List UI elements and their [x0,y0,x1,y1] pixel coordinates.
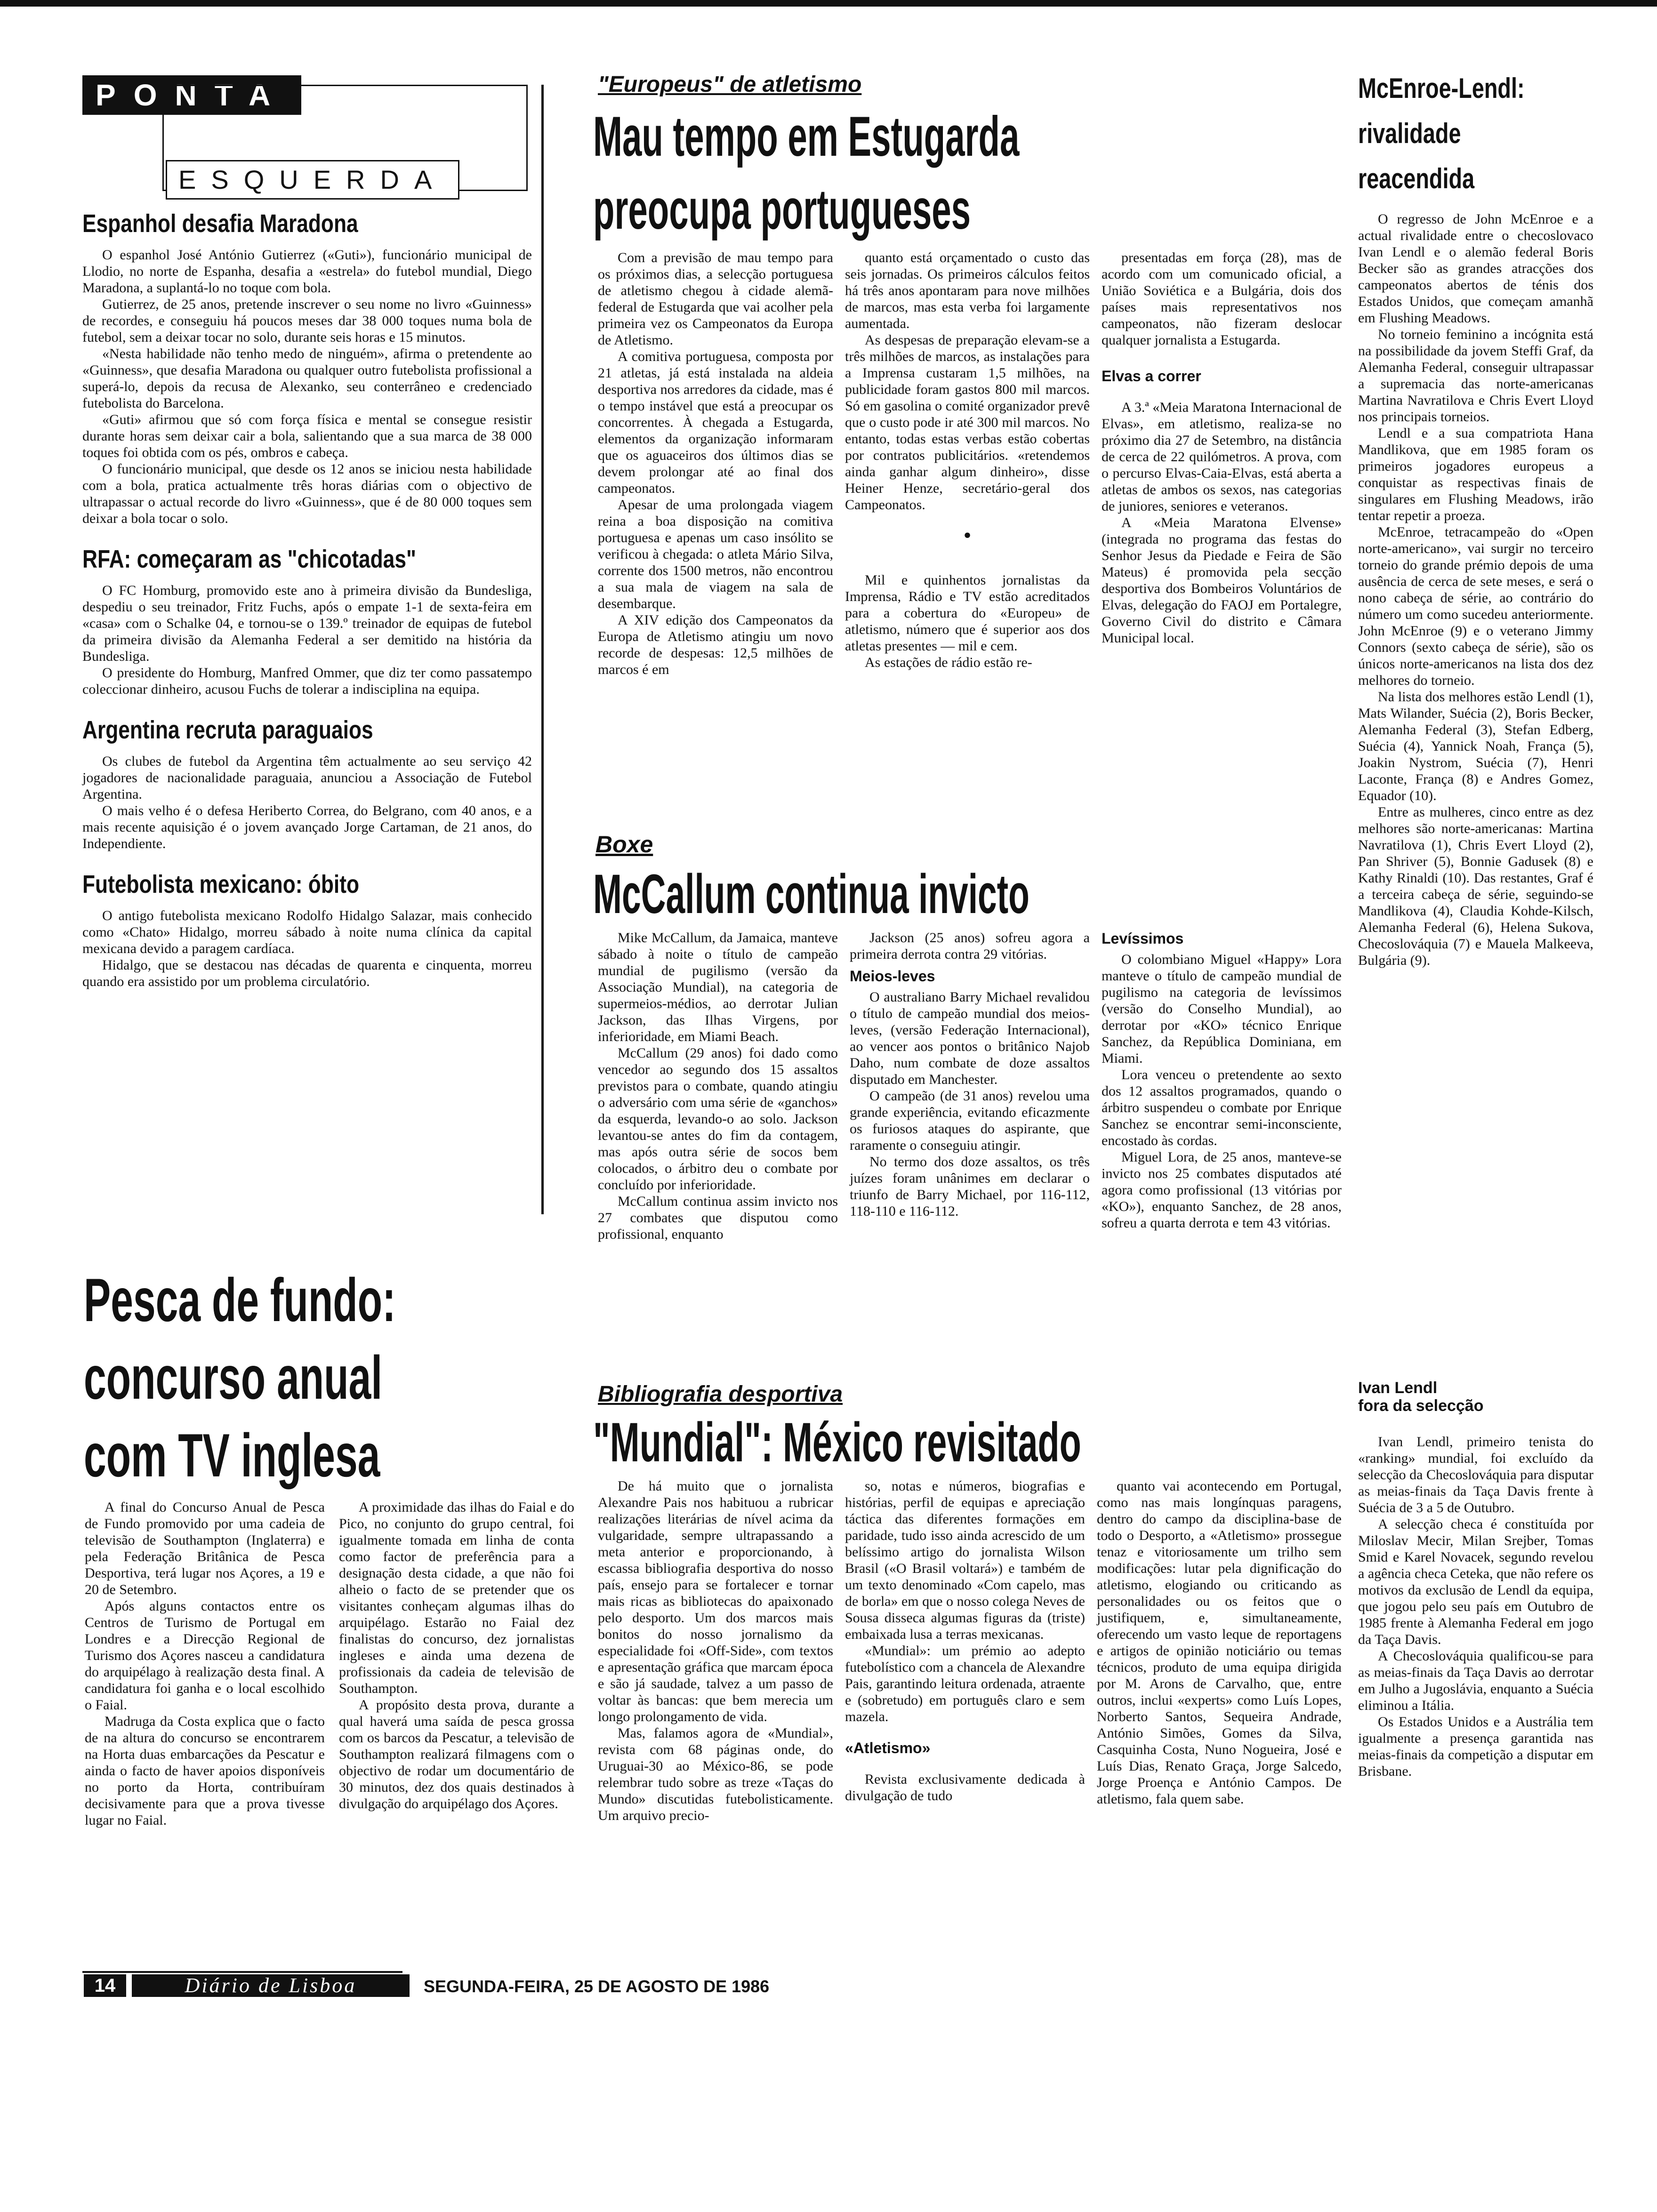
paragraph: Jackson (25 anos) sofreu agora a primeira derrota contra 29 vitórias. [850,930,1090,962]
paragraph: Revista exclusivamente dedicada à divulgação de tudo [845,1771,1085,1803]
logo-word-esquerda: ESQUERDA [166,160,459,200]
top-rule [0,0,1657,7]
paragraph: Os Estados Unidos e a Austrália tem igualmente a presença garantida nas meias-finais da competição a disputar em Brisbane. [1358,1714,1593,1779]
paragraph: Hidalgo, que se destacou nas décadas de quarenta e cinquenta, morreu quando era assistido por um problema circulatório. [82,957,532,989]
atletismo-col-3 [1102,249,1342,646]
atletismo-headline-2: preocupa portugueses [593,178,971,241]
paragraph: Mil e quinhentos jornalistas da Imprensa, Rádio e TV estão acreditados para a cobertura do «Europeu» de atletismo, número que é superior aos dos atletas presentes — mil e cem. [845,572,1090,654]
paragraph: A Checoslováquia qualificou-se para as meias-finais da Taça Davis ao derrotar em Julho a Jugoslávia, enquanto a Suécia eliminou a Itália. [1358,1648,1593,1713]
mcenroe-headline-line: reacendida [1358,163,1475,194]
paragraph: O antigo futebolista mexicano Rodolfo Hidalgo Salazar, mais conhecido como «Chato» Hidalgo, morreu sábado à noite numa clínica da capital mexicana devido a paragem cardíaca. [82,908,532,956]
logo-word-ponta: PONTA [96,78,289,112]
boxe-kicker: Boxe [595,831,653,858]
boxe-headline: McCallum continua invicto [593,863,1030,925]
paragraph: Lora venceu o pretendente ao sexto dos 12 assaltos programados, quando o árbitro suspendeu o combate por Enrique Sanchez se encontrar semi-inconsciente, encostado às cordas. [1102,1067,1342,1148]
paragraph: O campeão (de 31 anos) revelou uma grande experiência, evitando eficazmente os furiosos ataques do aspirante, que raramente o conseguiu atingir. [850,1088,1090,1153]
paragraph: Na lista dos melhores estão Lendl (1), Mats Wilander, Suécia (2), Boris Becker, Alemanha Federal (3), Stefan Edberg, Suécia (4), Yannick Noah, França (5), Joakin Nystrom, Suécia (7), Henri Laconte, França (8) e Andres Gomez, Equador (10). [1358,689,1593,803]
atletismo-col-2 [845,249,1090,671]
boxe-col-1 [598,930,838,1242]
subhead-elvas: Elvas a correr [1102,368,1201,385]
paragraph: O FC Homburg, promovido este ano à primeira divisão da Bundesliga, despediu o seu treinador, Fritz Fuchs, após o empate 1-1 de sexta-feira em «casa» com o Schalke 04, e tornou-se o 139.º treinador de equipas de futebol da primeira divisão da Alemanha Federal a ser demitido na história da Bundesliga. [82,583,532,664]
paragraph: Miguel Lora, de 25 anos, manteve-se invicto nos 25 combates disputados até agora como profissional (13 vitórias por «KO»), enquanto Sanchez, de 28 anos, sofreu a quarta derrota e tem 43 vitórias. [1102,1149,1342,1231]
paragraph: Após alguns contactos entre os Centros de Turismo de Portugal em Londres e a Direcção Regional de Turismo dos Açores nasceu a candidatura do arquipélago à realização desta final. A candidatura foi ganha e o local escolhido o Faial. [85,1598,325,1713]
atletismo-headline-1: Mau tempo em Estugarda [593,105,1020,168]
paragraph: McEnroe, tetracampeão do «Open norte-americano», vai surgir no terceiro torneio do grande prémio depois de uma ausência de cerca de sete meses, e será o nono cabeça de série, ao contrário do número um como sucedeu anteriormente. John McEnroe (9) e o veterano Jimmy Connors (sexto cabeça de série), são os únicos norte-americanos na lista dos dez melhores do torneio. [1358,524,1593,688]
subhead-atletismo-revista: «Atletismo» [845,1739,931,1756]
mcenroe-column [1358,66,1593,969]
mundial-col-2 [845,1478,1085,1804]
mcenroe-headline-line: McEnroe-Lendl: [1358,72,1525,104]
paragraph: «Mundial»: um prémio ao adepto futebolístico com a chancela de Alexandre Pais, garantindo leitura ordenada, atraente e (sobretudo) em português claro e sem mazela. [845,1643,1085,1724]
subhead-meios-leves: Meios-leves [850,968,935,985]
mundial-headline: "Mundial": México revisitado [593,1411,1081,1474]
pesca-headline-line: concurso anual [84,1343,383,1412]
mundial-col-1 [598,1478,833,1824]
paragraph: De há muito que o jornalista Alexandre Pais nos habituou a rubricar realizações literárias de nível acima da vulgaridade, sempre ultrapassando a meta anterior e proporcionando, à escassa bibliografia desportiva do nosso país, ensejo para se fortalecer e tornar mais ricas as bibliotecas do apaixonado pelo desporto. Um dos marcos mais bonitos do nosso jornalismo da especialidade foi «Off-Side», com textos e apresentação gráfica que marcam época e são já saudade, talvez a um passo de voltar às bancas: que bem merecia um longo prolongamento de vida. [598,1478,833,1724]
paragraph: Gutierrez, de 25 anos, pretende inscrever o seu nome no livro «Guinness» de recordes, e conseguiu há poucos meses dar 38 000 toques numa bola de futebol, sem a deixar tocar no solo, durante seis horas e 15 minutos. [82,297,532,345]
pesca-col-2 [339,1499,574,1812]
pesca-col-1 [85,1499,325,1828]
article-title: Futebolista mexicano: óbito [82,870,359,898]
paragraph: O espanhol José António Gutierrez («Guti»), funcionário municipal de Llodio, no norte de Espanha, desafia a «estrela» do futebol mundial, Diego Maradona, a suplantá-lo no toque com bola. [82,247,532,296]
footer-rule [82,1971,402,1973]
paragraph: A «Meia Maratona Elvense» (integrada no programa das festas do Senhor Jesus da Piedade e Feira de São Mateus) é promovida pela secção desportiva dos Bombeiros Voluntários de Elvas, delegação do FAOJ em Portalegre, Governo Civil do distrito e Câmara Municipal local. [1102,515,1342,646]
paragraph: A comitiva portuguesa, composta por 21 atletas, já está instalada na aldeia desportiva nos arredores da cidade, mas é o tempo instável que está a preocupar os concorrentes. À chegada a Estugarda, elementos da organização informaram que os aguaceiros dos últimos dias se devem prolongar até ao final dos campeonatos. [598,349,833,496]
paragraph: O mais velho é o defesa Heriberto Correa, do Belgrano, com 40 anos, e a mais recente aquisição é o jovem avançado Jorge Cartaman, de 21 anos, do Independiente. [82,803,532,851]
mundial-kicker: Bibliografia desportiva [598,1382,843,1407]
paragraph: A final do Concurso Anual de Pesca de Fundo promovido por uma cadeia de televisão de Southampton (Inglaterra) e pela Federação Britânica de Pesca Desportiva, terá lugar nos Açores, a 19 e 20 de Setembro. [85,1499,325,1597]
bullet-separator: • [963,523,972,548]
paragraph: «Guti» afirmou que só com força física e mental se consegue resistir durante horas sem deixar cair a bola, salientando que a sua marca de 38 000 toques foi obtida com os pés, ombros e cabeça. [82,412,532,460]
pesca-headline-line: com TV inglesa [84,1421,380,1490]
atletismo-kicker: "Europeus" de atletismo [598,72,862,97]
footer-masthead: Diário de Lisboa [132,1974,410,1997]
paragraph: A propósito desta prova, durante a qual haverá uma saída de pesca grossa com os barcos da Pescatur, a televisão de Southampton realizará filmagens com o objectivo de rodar um documentário de 30 minutos, dez dos quais destinados à divulgação do arquipélago dos Açores. [339,1697,574,1811]
paragraph: McCallum continua assim invicto nos 27 combates que disputou como profissional, enquanto [598,1194,838,1242]
article-mexicano [82,868,532,990]
paragraph: A 3.ª «Meia Maratona Internacional de Elvas», em atletismo, realiza-se no próximo dia 27 de Setembro, na distância de cerca de 22 quilómetros. A prova, com o percurso Elvas-Caia-Elvas, está aberta a atletas de ambos os sexos, nas categorias de juniores, seniores e veteranos. [1102,400,1342,514]
lendl-column [1358,1379,1593,1779]
paragraph: McCallum (29 anos) foi dado como vencedor ao segundo dos 15 assaltos previstos para o combate, quando atingiu o adversário com uma série de «ganchos» da esquerda, levando-o ao solo. Jackson levantou-se antes do fim da contagem, mas após outra série de socos bem colocados, o árbitro deu o combate por concluído por inferioridade. [598,1045,838,1193]
paragraph: Madruga da Costa explica que o facto de na altura do concurso se encontrarem na Horta duas embarcações da Pescatur e ainda o facto de haver apoios disponíveis no porto da Horta, contribuíram decisivamente para que a prova tivesse lugar no Faial. [85,1714,325,1828]
paragraph: Mike McCallum, da Jamaica, manteve sábado à noite o título de campeão mundial de pugilismo (versão da Associação Mundial), na categoria de supermeios-médios, ao derrotar Julian Jackson, das Ilhas Virgens, por inferioridade, em Miami Beach. [598,930,838,1044]
mundial-col-3 [1097,1478,1342,1807]
paragraph: Os clubes de futebol da Argentina têm actualmente ao seu serviço 42 jogadores de nacionalidade paraguaia, anunciou a Associação de Futebol Argentina. [82,753,532,802]
paragraph: so, notas e números, biografias e histórias, perfil de equipas e apreciação táctica das diferentes formações em paridade, tudo isso ainda acrescido de um belíssimo artigo do jornalista Wilson Brasil («O Brasil voltará») e também de um texto denominado «Com capelo, mas de borla» em que o nosso colega Neves de Sousa disseca algumas figuras da (triste) embaixada lusa a terras mexicanas. [845,1478,1085,1642]
ponta-esquerda-logo [82,75,525,216]
boxe-col-2 [850,930,1090,1219]
logo-esquerda [167,160,459,200]
paragraph: «Nesta habilidade não tenho medo de ninguém», afirma o pretendente ao «Guinness», que desafia Maradona ou qualquer outro futebolista profissional a superá-lo, depois da recusa de Alexanko, seu conterrâneo e credenciado futebolista do Barcelona. [82,346,532,411]
footer-date: SEGUNDA-FEIRA, 25 DE AGOSTO DE 1986 [424,1977,770,1996]
paragraph: Mas, falamos agora de «Mundial», revista com 68 páginas onde, do Uruguai-30 ao México-86, se pode relembrar tudo sobre as treze «Taças do Mundo» discutidas futebolisticamente. Um arquivo precio- [598,1725,833,1823]
paragraph: quanto vai acontecendo em Portugal, como nas mais longínquas paragens, dentro do campo da disciplina-base de todo o Desporto, a «Atletismo» prossegue tenaz e vitoriosamente um trilho sem modificações: lutar pela dignificação do atletismo, elogiando ou criticando as personalidades ou os feitos que o justifiquem, e, simultaneamente, oferecendo um vasto leque de reportagens e artigos de opinião noticiário ou temas técnicos, produto de uma equipa dirigida por M. Arons de Carvalho, que, entre outros, inclui «experts» como Luís Lopes, Norberto Santos, Sequeira Andrade, António Simões, Gomes da Silva, Casquinha Costa, Nuno Nogueira, José e Luís Dias, Renato Graça, Jorge Salcedo, Jorge Proença e António Campos. De atletismo, fala quem sabe. [1097,1478,1342,1807]
article-title: RFA: começaram as "chicotadas" [82,545,416,573]
mcenroe-headline-line: rivalidade [1358,118,1461,149]
ponta-esquerda-right-rule [541,85,544,1214]
paragraph: A selecção checa é constituída por Miloslav Mecir, Milan Srejber, Tomas Smid e Karel Novacek, segundo revelou a agência checa Ceteka, que não refere os motivos da exclusão de Lendl da equipa, que jogou pelo seu país em Outubro de 1985 frente à Alemanha Federal em jogo da Taça Davis. [1358,1516,1593,1647]
paragraph: O australiano Barry Michael revalidou o título de campeão mundial dos meios-leves, (versão Federação Internacional), ao vencer aos pontos o britânico Najob Daho, num combate de doze assaltos disputado em Manchester. [850,989,1090,1087]
ponta-esquerda-column [82,207,532,990]
paragraph: Ivan Lendl, primeiro tenista do «ranking» mundial, foi excluído da selecção da Checoslováquia para disputar as meias-finais da Taça Davis frente à Suécia de 3 a 5 de Outubro. [1358,1434,1593,1515]
pesca-headline [84,1261,578,1494]
article-espanhol [82,207,532,527]
paragraph: Lendl e a sua compatriota Hana Mandlikova, que em 1985 foram os primeiros jogadores europeus a conquistar as respectivas finais de singulares em Flushing Meadows, irão tentar repetir a proeza. [1358,425,1593,523]
paragraph: As despesas de preparação elevam-se a três milhões de marcos, as instalações para a Imprensa custaram 1,5 milhões, na publicidade foram gastos 800 mil marcos. Só em gasolina o comité organizador prevê que o custo pode ir até 300 mil marcos. No entanto, todas estas verbas estão cobertas por contratos publicitários. «retendemos ainda ganhar algum dinheiro», disse Heiner Henze, secretário-geral dos Campeonatos. [845,332,1090,513]
paragraph: No termo dos doze assaltos, os três juízes foram unânimes em declarar o triunfo de Barry Michael, por 116-112, 118-110 e 116-112. [850,1154,1090,1219]
paragraph: quanto está orçamentado o custo das seis jornadas. Os primeiros cálculos feitos há três anos apontaram para nove milhões de marcos, mas esta verba foi largamente aumentada. [845,250,1090,331]
subhead-levissimos: Levíssimos [1102,930,1184,947]
lendl-headline-line: fora da selecção [1358,1397,1484,1415]
paragraph: A XIV edição dos Campeonatos da Europa de Atletismo atingiu um novo recorde de despesas: 12,5 milhões de marcos é em [598,612,833,677]
paragraph: O presidente do Homburg, Manfred Ommer, que diz ter como passatempo coleccionar dinheiro, acusou Fuchs de tolerar a indisciplina na equipa. [82,665,532,697]
article-title: Espanhol desafia Maradona [82,209,358,238]
paragraph: O funcionário municipal, que desde os 12 anos se iniciou nesta habilidade com a bola, pratica actualmente três horas diárias com o objectivo de ultrapassar o actual recorde do livro «Guinness», que é de 80 000 toques sem deixar a bola tocar o solo. [82,461,532,526]
article-title: Argentina recruta paraguaios [82,716,373,744]
article-rfa [82,543,532,697]
lendl-headline-line: Ivan Lendl [1358,1379,1438,1397]
paragraph: Apesar de uma prolongada viagem reina a boa disposição na comitiva portuguesa e apenas um caso insólito se verificou à chegada: o atleta Mário Silva, corrente dos 1500 metros, não encontrou a sua mala de viagem na sala de desembarque. [598,497,833,611]
paragraph: O colombiano Miguel «Happy» Lora manteve o título de campeão mundial de pugilismo na categoria de levíssimos (versão do Conselho Mundial), ao derrotar por «KO» técnico Enrique Sanchez, da República Dominiana, em Miami. [1102,952,1342,1066]
boxe-col-3 [1102,930,1342,1231]
paragraph: No torneio feminino a incógnita está na possibilidade da jovem Steffi Graf, da Alemanha Federal, conseguir ultrapassar a supremacia das norte-americanas Martina Navratilova e Chris Evert Lloyd nos principais torneios. [1358,327,1593,425]
atletismo-col-1 [598,249,833,678]
paragraph: A proximidade das ilhas do Faial e do Pico, no conjunto do grupo central, foi igualmente tomada em linha de conta como factor de preferência para a designação desta cidade, a que não foi alheio o facto de se pretender que os visitantes conheçam algumas ilhas do arquipélago. Estarão no Faial dez finalistas do concurso, dez jornalistas ingleses e ainda uma dezena de profissionais da cadeia de televisão de Southampton. [339,1499,574,1696]
paragraph: Entre as mulheres, cinco entre as dez melhores são norte-americanas: Martina Navratilova (1), Chris Evert Lloyd (2), Pan Shriver (5), Bonnie Gadusek (8) e Kathy Rinaldi (10). Das restantes, Graf é a terceira cabeça de série, seguindo-se Mandlikova (4), Claudia Kohde-Kilsch, Alemanha Federal (6), Helena Sukova, Checoslováquia (7) e Mauela Malkeeva, Bulgária (9). [1358,804,1593,968]
paragraph: As estações de rádio estão re- [865,655,1032,670]
article-argentina [82,713,532,852]
paragraph: presentadas em força (28), mas de acordo com um comunicado oficial, a União Soviética e a Bulgária, dois dos países mais representativos nos campeonatos, não fizeram deslocar qualquer jornalista a Estugarda. [1102,250,1342,348]
paragraph: Com a previsão de mau tempo para os próximos dias, a selecção portuguesa de atletismo chegou à cidade alemã-federal de Estugarda que vai acolher pela primeira vez os Campeonatos da Europa de Atletismo. [598,250,833,348]
pesca-headline-line: Pesca de fundo: [84,1266,396,1334]
paragraph: O regresso de John McEnroe e a actual rivalidade entre o checoslovaco Ivan Lendl e o alemão federal Boris Becker são as grandes atracções dos campeonatos abertos de ténis dos Estados Unidos, que começam amanhã em Flushing Meadows. [1358,211,1593,326]
footer-page-number: 14 [84,1974,126,1997]
